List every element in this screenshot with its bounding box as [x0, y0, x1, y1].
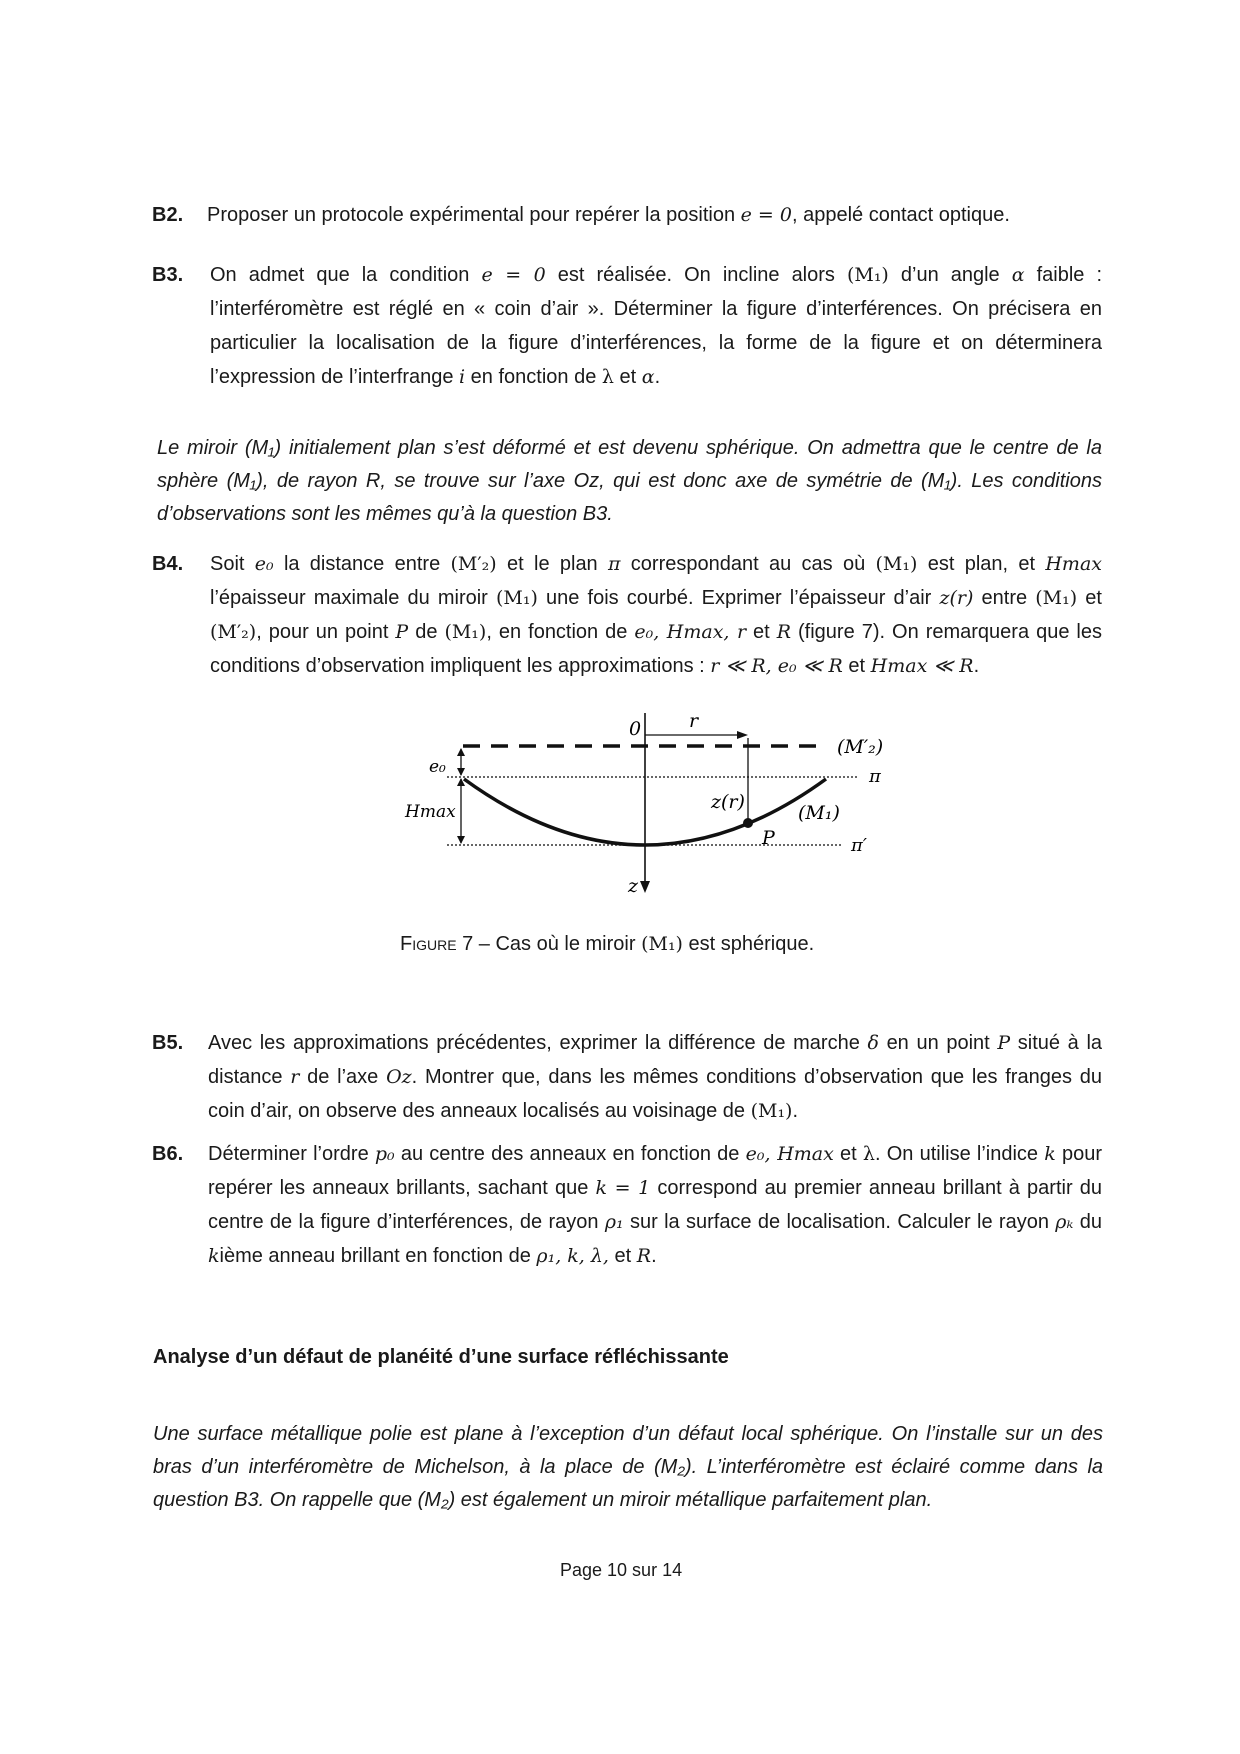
question-b3 [152, 258, 1102, 394]
question-label: B6. [152, 1143, 184, 1165]
question-b2 [152, 198, 1072, 232]
intro-spherical-mirror: Le miroir (M₁) initialement plan s’est déformé et est devenu sphérique. On admettra que le centre de la sphère (M₁), de rayon R, se trouve sur l’axe Oz, qui est donc axe de symétrie de (M₁). Les conditions d’observations sont les mêmes qu’à la question B3. [157, 437, 1102, 525]
section-intro: Une surface métallique polie est plane à l’exception d’un défaut local sphérique. On l’installe sur un des bras d’un interféromètre de Michelson, à la place de (M₂). L’interféromètre est éclairé comme dans la question B3. On rappelle que (M₂) est également un miroir métallique parfaitement plan. [153, 1423, 1104, 1511]
question-label: B5. [152, 1032, 184, 1054]
figure-7-caption: Figure 7 – Cas où le miroir (M₁) est sphérique. [400, 933, 815, 955]
e0-label: e₀ [429, 757, 446, 777]
figure-7-spherical-mirror [395, 705, 955, 905]
m2prime-label: (M′₂) [837, 736, 884, 758]
hmax-label: Hmax [405, 802, 456, 822]
zr-label: z(r) [711, 791, 745, 813]
question-text: On admet que la condition e = 0 est réalisée. On incline alors (M₁) d’un angle α faible : l’interféromètre est réglé en « coin d’air ». Déterminer la figure d’interférences. On précisera en particulier la localisation de la figure d’interférences, la forme de la figure et on déterminera l’expression de l’interfrange i en fonction de λ et α. [210, 264, 1103, 388]
pi-prime-label: π′ [851, 835, 867, 856]
question-label: B2. [152, 204, 184, 226]
question-text: Avec les approximations précédentes, exprimer la différence de marche δ en un point P situé à la distance r de l’axe Oz. Montrer que, dans les mêmes conditions d’observation que les franges du coin d’air, on observe des anneaux localisés au voisinage de (M₁). [208, 1032, 1103, 1122]
section-heading: Analyse d’un défaut de planéité d’une surface réfléchissante [153, 1346, 729, 1368]
pi-label: π [869, 766, 881, 787]
question-b4 [152, 547, 1102, 683]
question-text: Soit e₀ la distance entre (M′₂) et le plan π correspondant au cas où (M₁) est plan, et Hmax l’épaisseur maximale du miroir (M₁) une fois courbé. Exprimer l’épaisseur d’air z(r) entre (M₁) et (M′₂), pour un point P de (M₁), en fonction de e₀, Hmax, r et R (figure 7). On remarquera que les conditions d’observation impliquent les approximations : r ≪ R, e₀ ≪ R et Hmax ≪ R. [210, 553, 1102, 677]
question-b6 [152, 1137, 1102, 1273]
page-number: Page 10 sur 14 [560, 1560, 683, 1580]
r-label: r [689, 710, 699, 732]
question-b5 [152, 1026, 1102, 1128]
question-label: B4. [152, 553, 184, 575]
point-p [743, 818, 753, 828]
question-text: Déterminer l’ordre p₀ au centre des anneaux en fonction de e₀, Hmax et λ. On utilise l’indice k pour repérer les anneaux brillants, sachant que k = 1 correspond au premier anneau brillant à partir du centre de la figure d’interférences, de rayon ρ₁ sur la surface de localisation. Calculer le rayon ρₖ du kième anneau brillant en fonction de ρ₁, k, λ, et R. [208, 1143, 1103, 1267]
z-axis-arrowhead [640, 881, 650, 893]
origin-label: 0 [629, 718, 642, 740]
p-label: P [762, 827, 775, 849]
question-text: Proposer un protocole expérimental pour repérer la position e = 0, appelé contact optique. [207, 204, 1010, 226]
m1-label: (M₁) [798, 802, 840, 824]
z-label: z [628, 875, 639, 897]
question-label: B3. [152, 264, 184, 286]
